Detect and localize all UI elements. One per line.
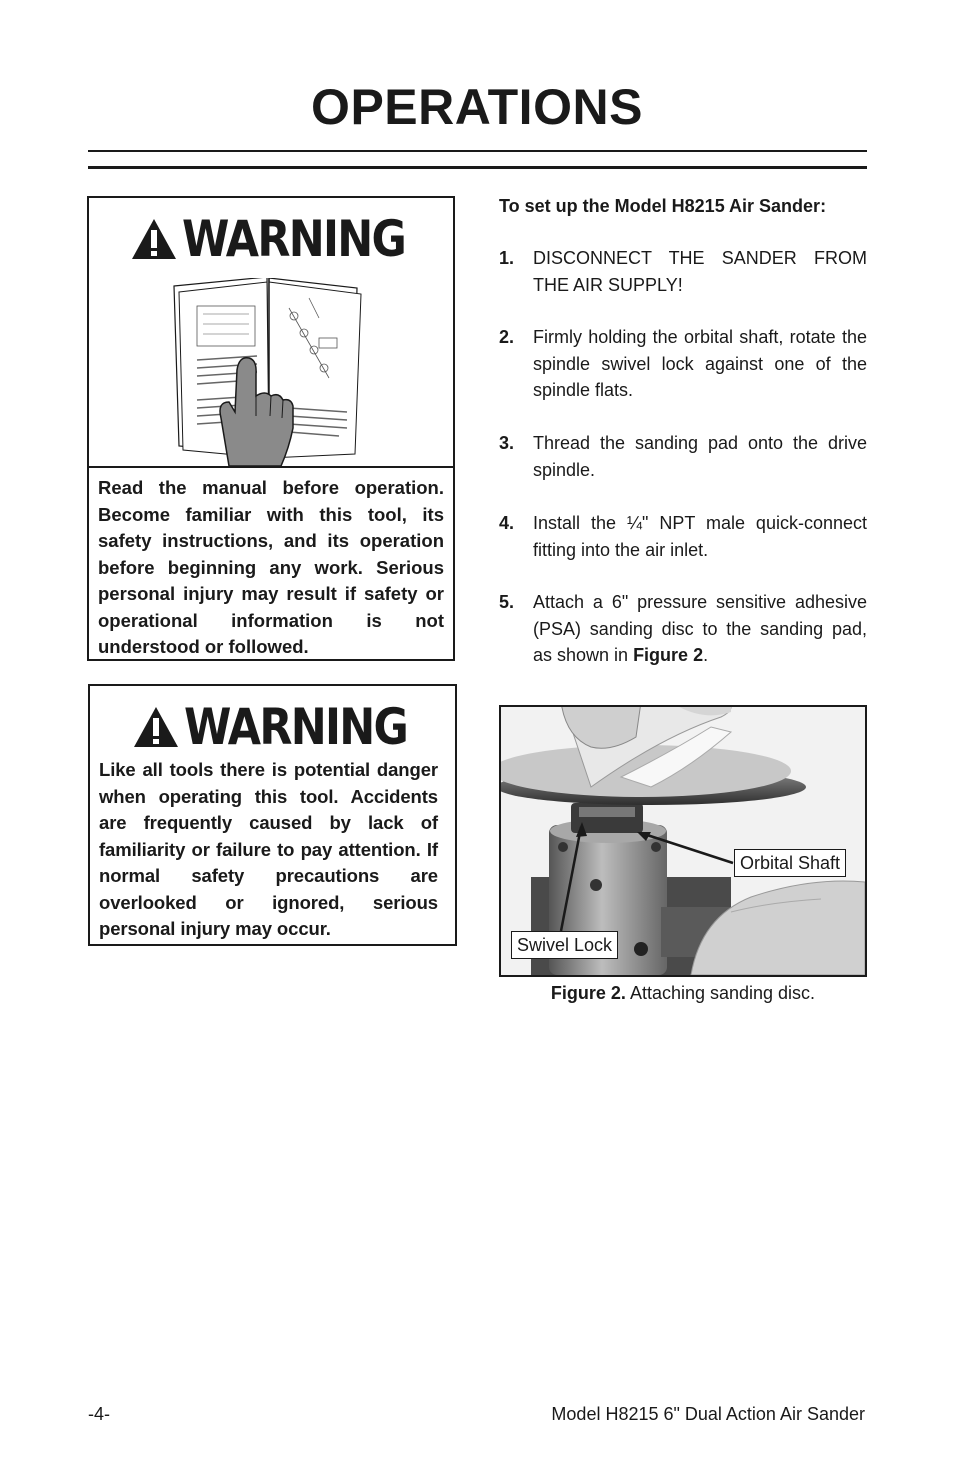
- step-text: Thread the sanding pad onto the drive spindle.: [533, 433, 867, 480]
- step-number: 2.: [499, 327, 515, 347]
- warning-header: [89, 198, 453, 278]
- warning-triangle-icon: [130, 217, 178, 261]
- step-number: 1.: [499, 248, 515, 268]
- step-number: 5.: [499, 592, 515, 612]
- page-number: -4-: [88, 1404, 110, 1424]
- warning-box-read-manual: [87, 196, 455, 661]
- setup-step: [499, 245, 867, 298]
- setup-step: [499, 589, 867, 669]
- step-text: Firmly holding the orbital shaft, rotate the spindle swivel lock against one of the spindle flats.: [533, 327, 867, 400]
- figure-caption-label: Figure 2.: [550, 983, 626, 1003]
- figure-caption: [499, 983, 867, 1004]
- warning-heading: WARNING: [183, 698, 407, 756]
- step-text: [533, 589, 867, 669]
- warning-triangle-icon: [132, 705, 180, 749]
- step-text-part: .: [703, 645, 709, 665]
- callout-orbital-shaft: Orbital Shaft: [734, 849, 846, 877]
- setup-step: [499, 324, 867, 404]
- step-text: DISCONNECT THE SANDER FROM THE AIR SUPPLY!: [533, 248, 867, 295]
- setup-heading: To set up the Model H8215 Air Sander:: [499, 196, 827, 216]
- step-number: 3.: [499, 433, 515, 453]
- step-text-part: Attach a 6" pressure sensitive adhesive (PSA) sanding disc to the sanding pad, as shown in: [533, 592, 867, 665]
- step-number: 4.: [499, 513, 515, 533]
- page-title: OPERATIONS: [311, 79, 643, 135]
- figure-caption-text: Attaching sanding disc.: [625, 983, 816, 1003]
- callout-swivel-lock: Swivel Lock: [511, 931, 618, 959]
- warning-box-potential-danger: [88, 684, 457, 946]
- manual-book-icon: [169, 278, 369, 466]
- title-rule-bottom: [88, 166, 867, 169]
- setup-step: [499, 430, 867, 483]
- figure-2-photo: [499, 705, 867, 977]
- title-rule-top: [88, 150, 867, 152]
- warning-text: Like all tools there is potential danger when operating this tool. Accidents are frequently caused by lack of familiarity or failure to pay attention. If normal safety precautions are overlooked or ignored, serious personal injury may occur.: [99, 759, 438, 939]
- warning-heading: WARNING: [182, 210, 406, 268]
- footer-model: Model H8215 6" Dual Action Air Sander: [551, 1404, 865, 1424]
- warning-text: Read the manual before operation. Become familiar with this tool, its safety instructions, and its operation before beginning any work. Serious personal injury may result if safety or operational information is not understood or followed.: [98, 477, 444, 657]
- figure-reference: Figure 2: [633, 645, 704, 665]
- step-text: Install the ¼" NPT male quick-connect fitting into the air inlet.: [533, 513, 867, 560]
- manual-illustration: [89, 278, 453, 468]
- setup-step: [499, 510, 867, 563]
- warning-header: [90, 686, 455, 766]
